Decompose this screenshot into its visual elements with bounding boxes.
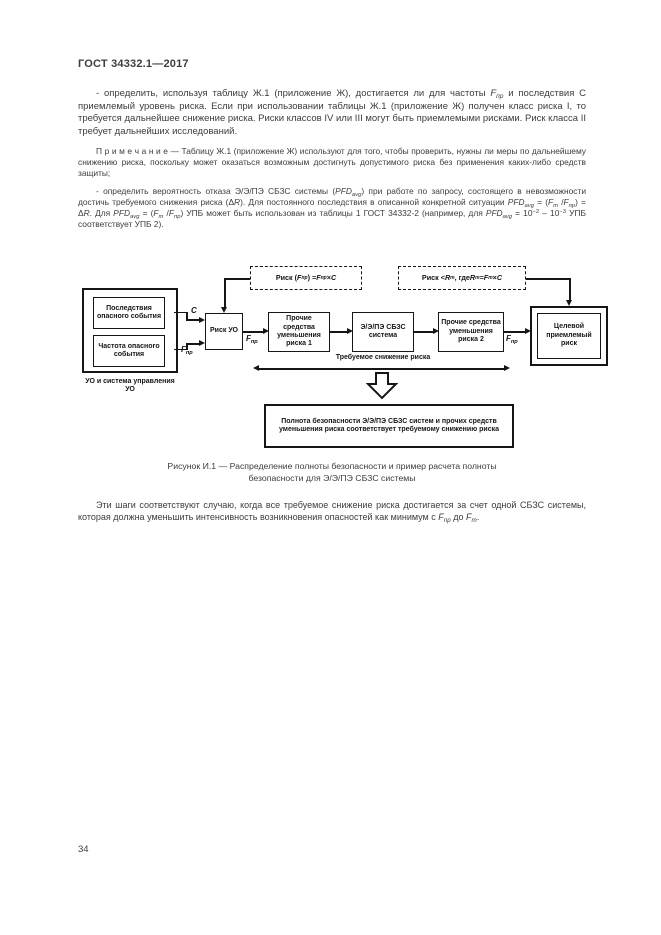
sbzs-system-box: Э/Э/ПЭ СБЗС система [352, 312, 414, 352]
safety-integrity-statement-box: Полнота безопасности Э/Э/ПЭ СБЗС систем и прочих средств уменьшения риска соответствует требуемому снижению риска [264, 404, 514, 448]
span-arrow-line [259, 368, 504, 370]
formula-box-risk-fpr: Риск ( F пр ) = F пр × C [250, 266, 362, 290]
figure-caption-line2: безопасности для Э/Э/ПЭ СБЗС системы [248, 473, 416, 483]
consequence-box: Последствия опасного события [93, 297, 165, 329]
connector-line [504, 331, 525, 333]
connector-line [243, 331, 263, 333]
formula-box-tolerable-risk: Риск < R т , где R т = F т × C [398, 266, 526, 290]
connector-line [569, 278, 571, 300]
other-means-1-box: Прочие средства уменьшения риска 1 [268, 312, 330, 352]
paragraph-determine-pfd: - определить вероятность отказа Э/Э/ПЭ СБЗС системы $(PFD_{avg})$ при работе по запросу, состоящего в невозможности достичь требуемого снижения риска (ΔR). Для постоянного последствия в описанной конкретной ситуации $PFD_{avg} = (F_т$ $/F_{пр}) = \Delta R$. Для $PFD_{avg} = (F_т$ $/F_{пр}$) УПБ может быть использован из таблицы 1 ГОСТ 34332-2 (например, для $PFD_{avg} = 10^{-2} - 10^{-3}$ УПБ соответствует УПБ 2). [78, 186, 586, 229]
connector-line [224, 278, 226, 307]
connector-line [526, 278, 570, 280]
paragraph-determine-risk-class: - определить, используя таблицу Ж.1 (приложение Ж), достигается ли для частоты $F_{пр}$ и последствия С приемлемый уровень риска. Если при использовании таблицы Ж.1 (приложение Ж) получен класс риска I, то требуется дальнейшее снижение риска. Риски классов IV или III могут быть приемлемыми рисками. Риск класса II требует дальнейших исследований. [78, 88, 586, 137]
euc-caption-label: УО и система управления УО [85, 378, 175, 393]
document-header: ГОСТ 34332.1—2017 [78, 58, 189, 70]
connector-line [330, 331, 347, 333]
connector-line [224, 278, 250, 280]
target-risk-box-inner: Целевой приемлемый риск [537, 313, 601, 359]
arrowhead-right [525, 328, 531, 334]
arrowhead-right [263, 328, 269, 334]
arrowhead-left [253, 365, 259, 371]
connector-line [414, 331, 433, 333]
arrowhead-right [199, 340, 205, 346]
arrowhead-right [199, 317, 205, 323]
paragraph-closing: Эти шаги соответствуют случаю, когда все требуемое снижение риска достигается за счет одной СБЗС системы, которая должна уменьшить интенсивность возникновения опасностей как минимум с $F_{пр}$ до $F_т$. [78, 500, 586, 525]
block-arrow-down-icon [366, 372, 398, 400]
arrowhead-right [347, 328, 353, 334]
connector-line [186, 319, 199, 321]
euc-outer-box [82, 288, 178, 373]
other-means-2-box: Прочие средства уменьшения риска 2 [438, 312, 504, 352]
label-consequence-c: C [191, 306, 197, 315]
arrowhead-right [504, 365, 510, 371]
label-fpr-after-risk: $F_{пр}$ [246, 334, 258, 345]
frequency-box: Частота опасного события [93, 335, 165, 367]
connector-line [186, 343, 199, 345]
figure-caption-line1: Рисунок И.1 — Распределение полноты безопасности и пример расчета полноты [167, 461, 497, 471]
page-number: 34 [78, 844, 89, 855]
target-risk-box [530, 306, 608, 366]
arrowhead-down [221, 307, 227, 313]
label-fpr-before-target: $F_{пр}$ [506, 334, 518, 345]
arrowhead-down [566, 300, 572, 306]
arrowhead-right [433, 328, 439, 334]
label-frequency-fpr: $F_{пр}$ [181, 345, 193, 356]
paragraph-note: П р и м е ч а н и е — Таблицу Ж.1 (приложение Ж) используют для того, чтобы проверить, нужны ли меры по дальнейшему снижению риска, поскольку может оказаться возможным достигнуть допустимого риска без применения каких-либо средств защиты; [78, 146, 586, 178]
required-reduction-label: Требуемое снижение риска [335, 354, 431, 361]
risk-euc-box: Риск УО [205, 313, 243, 350]
figure-risk-reduction-diagram [60, 258, 620, 458]
